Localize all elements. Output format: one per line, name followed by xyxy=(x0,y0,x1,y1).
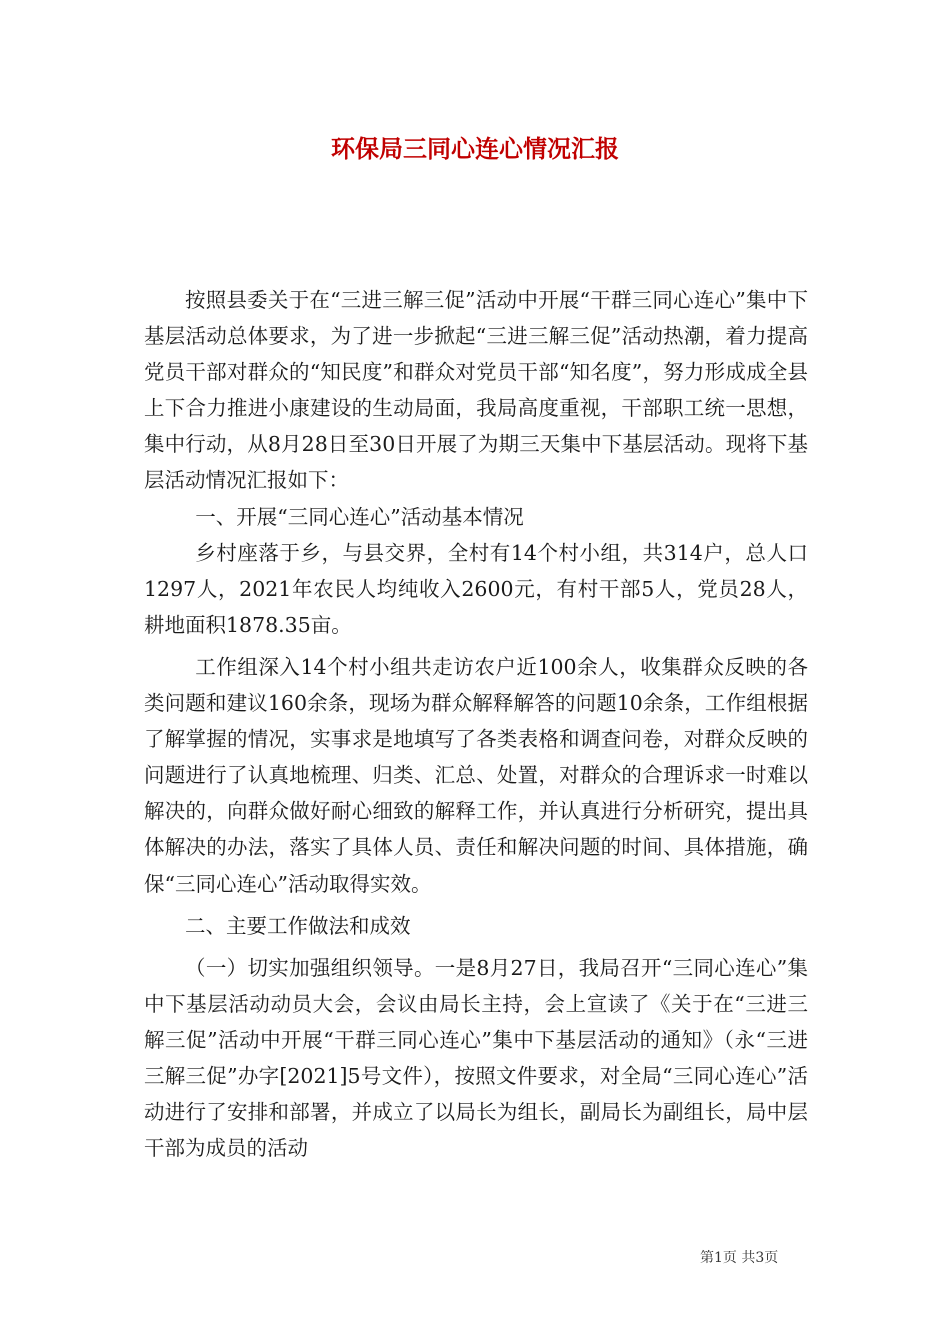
paragraph-organization: （一）切实加强组织领导。一是8月27日，我局召开“三同心连心”集中下基层活动动员大会，会议由局长主持，会上宣读了《关于在“三进三解三促”活动中开展“干群三同心连心”集中下基层活动的通知》（永“三进三解三促”办字[2021]5号文件），按照文件要求，对全局“三同心连心”活动进行了安排和部署，并成立了以局长为组长，副局长为副组长，局中层干部为成员的活动 xyxy=(144,955,808,1161)
paragraph-work-group: 工作组深入14个村小组共走访农户近100余人，收集群众反映的各类问题和建议160余条，现场为群众解释解答的问题10余条，工作组根据了解掌握的情况，实事求是地填写了各类表格和调查问卷，对群众反映的问题进行了认真地梳理、归类、汇总、处置，对群众的合理诉求一时难以解决的，向群众做好耐心细致的解释工作，并认真进行分析研究，提出具体解决的办法，落实了具体人员、责任和解决问题的时间、具体措施，确保“三同心连心”活动取得实效。 xyxy=(144,654,808,896)
paragraph-intro: 按照县委关于在“三进三解三促”活动中开展“干群三同心连心”集中下基层活动总体要求，为了进一步掀起“三进三解三促”活动热潮，着力提高党员干部对群众的“知民度”和群众对党员干部“知名度”，努力形成成全县上下合力推进小康建设的生动局面，我局高度重视，干部职工统一思想，集中行动，从8月28日至30日开展了为期三天集中下基层活动。现将下基层活动情况汇报如下： xyxy=(144,288,808,493)
paragraph-village-info: 乡村座落于乡，与县交界，全村有14个村小组，共314户，总人口1297人，2021年农民人均纯收入2600元，有村干部5人，党员28人，耕地面积1878.35亩。 xyxy=(144,540,808,637)
document-body xyxy=(144,282,808,1166)
section-heading-1: 一、开展“三同心连心”活动基本情况 xyxy=(195,504,524,529)
page-number: 第1页 共3页 xyxy=(700,1250,779,1266)
document-title: 环保局三同心连心情况汇报 xyxy=(331,134,619,163)
section-heading-2: 二、主要工作做法和成效 xyxy=(185,913,411,938)
